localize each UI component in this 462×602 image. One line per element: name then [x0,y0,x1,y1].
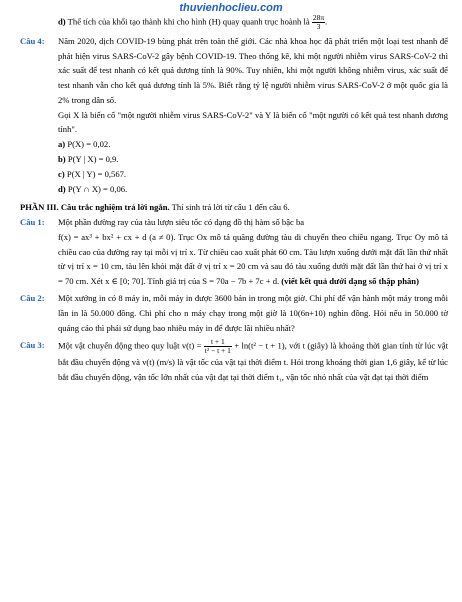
option-b: b) P(Y | X) = 0,9. [58,154,119,164]
option-c: c) P(X | Y) = 0,567. [58,168,127,179]
part-3-description: Thí sinh trả lời từ câu 1 đến câu 6. [169,202,290,213]
question-label: Câu 2: [20,293,45,304]
question-label: Câu 1: [20,217,45,228]
option-a: a) P(X) = 0,02. [58,139,111,150]
site-watermark: thuvienhoclieu.com [179,2,283,14]
question-1 [20,215,448,289]
part-3-heading [20,200,448,215]
option-label: d) [58,16,66,27]
question-1-body: f(x) = ax³ + bx² + cx + d (a ≠ 0). Trục Ox mô tả quãng đường tàu di chuyển theo chiều ngang. Trục Oy mô tả chiều cao của đường ray tại mỗi vị trí x. Từ chiều cao xuất phát 60 cm. Tàu lượn xuống dưới mặt đất lần thứ nhất từ vị trí x = 10 cm, tàu lên khỏi mặt đất ở vị trí x = 20 cm và sau đó tàu xuống dưới mặt đất lần thứ hai ở vị trí x = 70 cm. Xét x ∈ [0; 70]. Tính giá trị của S = 70a − 7b + 7c + d. (viết kết quả dưới dạng số thập phân) [58,231,448,287]
option-d: d) P(Y ∩ X) = 0,06. [58,183,128,194]
question-1-line-1: Một phần đường ray của tàu lượn siêu tốc có dạng đồ thị hàm số bậc ba [58,217,305,228]
part-3-title: PHẦN III. Câu trắc nghiệm trả lời ngắn. [20,202,170,213]
fraction-denominator: t² − t + 1 [204,346,231,356]
question-3: Câu 3: Một vật chuyển động theo quy luật v(t) = $\frac{t + 1}{\text{t² − t + 1}}$ + ln(t² − t + 1), với t (giây) là khoảng thời gian tính từ lúc vật bắt đầu chuyển động và v(t) (m/s) là vật tốc của vật tại thời điểm t. Hỏi trong khoảng thời gian 1,6 giây, kể từ lúc bắt đầu chuyển động, vận tốc lớn nhất của vật đạt tại thời điểm t₁, vận tốc nhỏ nhất của vật đạt tại thời điểm [20,338,448,384]
question-1-note: (viết kết quả dưới dạng số thập phân) [279,276,419,287]
fraction-denominator: 3 [316,21,321,31]
question-2-text: Một xưởng in có 8 máy in, mỗi máy in được 3600 bản in trong một giờ. Chi phí để vận hành một máy trong mỗi lần in là 50.000 đồng. Chi phí cho n máy chạy trong một giờ là 10(6n+10) nghìn đồng. Hỏi nếu in 50.000 tờ quảng cáo thì phải sử dụng bao nhiêu máy in để được lãi nhiều nhất? [58,293,448,333]
fraction [204,338,232,355]
question-label: Câu 3: [20,340,45,351]
fraction-numerator: 28π [312,13,325,22]
question-2 [20,291,448,335]
question-4-paragraph-1: Năm 2020, dịch COVID-19 bùng phát trên toàn thế giới. Các nhà khoa học đã phát triển một loại test nhanh để phát hiện virus SARS-CoV-2 gây bệnh COVID-19. Theo thống kê, khi một người nhiễm virus SARS-CoV-2 thì xác suất để test nhanh có kết quả dương tính là 90%. Tuy nhiên, khi một người không nhiễm virus, xác suất để test nhanh vẫn cho kết quả dương tính là 5%. Biết rằng tỷ lệ người nhiễm virus SARS-CoV-2 ở một quốc gia là 2% trong dân số. [58,35,448,105]
question-4 [20,34,448,197]
question-label: Câu 4: [20,35,45,46]
option-text: Thể tích của khối tạo thành khi cho hình (H) quay quanh trục hoành là [67,16,310,27]
fraction [312,14,325,31]
prev-option-d: d) Thể tích của khối tạo thành khi cho hình (H) quay quanh trục hoành là $\frac{28\pi}{3}$ . [58,13,328,31]
document-page [20,14,448,385]
fraction-numerator: t + 1 [204,338,232,347]
question-4-paragraph-2: Gọi X là biến cố "một người nhiễm virus SARS-CoV-2" và Y là biến cố "một người có kết quả test nhanh dương tính". [58,109,448,135]
